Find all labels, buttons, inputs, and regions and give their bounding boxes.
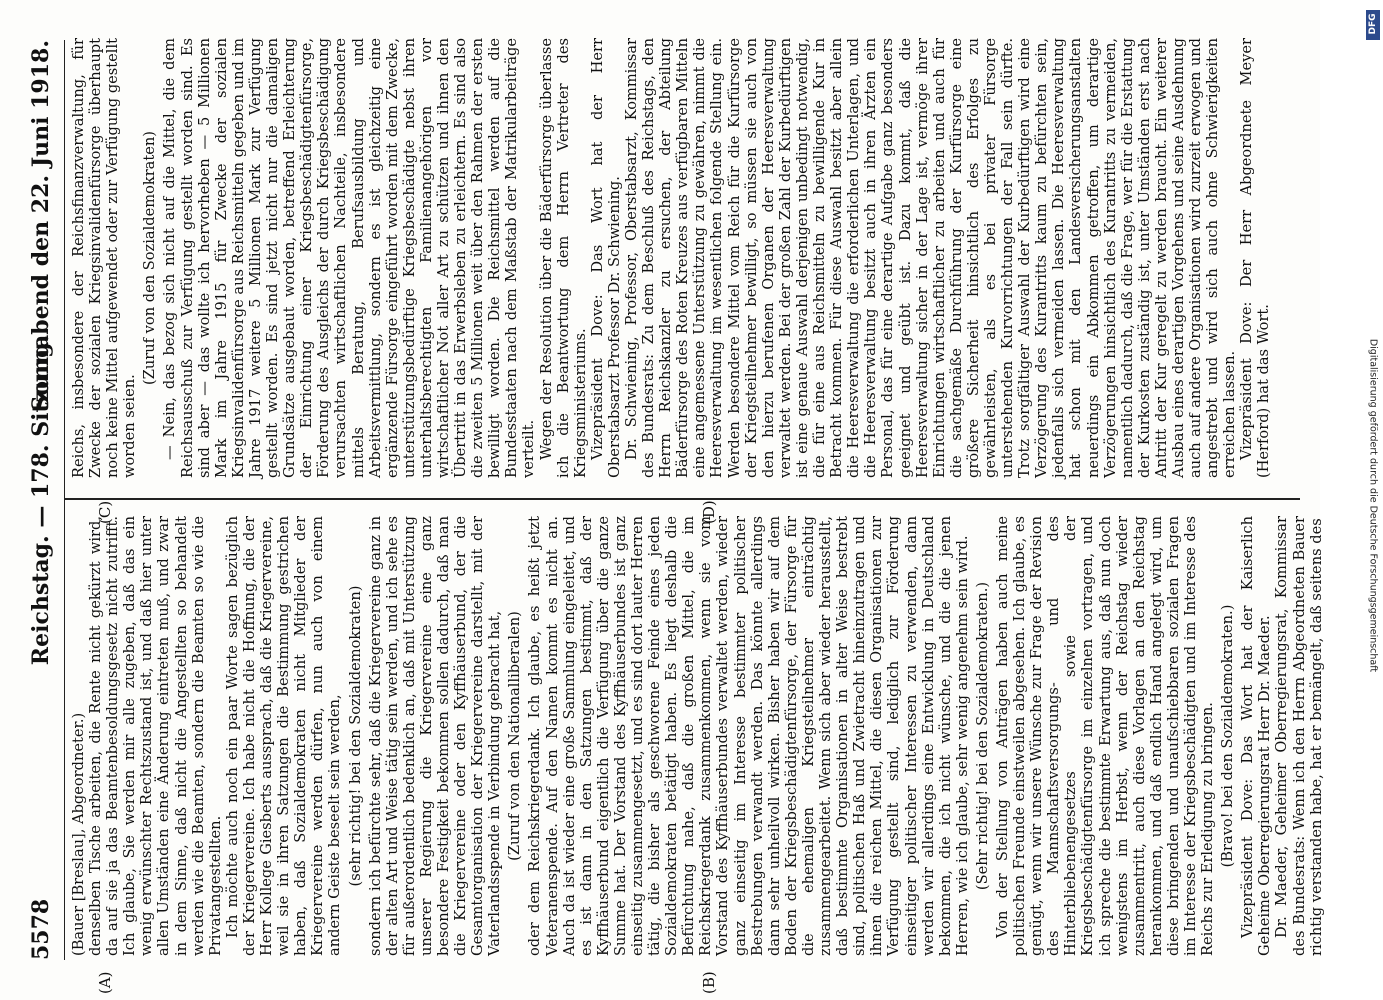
speaker-tag: (Bauer [Breslau], Abgeordneter.) — [70, 712, 87, 956]
paragraph: Vizepräsident Dove: Das Wort hat der Kaiserlich Geheime Oberregierungsrat Herr Dr. Maeder. — [1239, 516, 1274, 956]
interjection: (sehr richtig! bei den Sozialdemokraten) — [346, 585, 364, 887]
session-date: Sonnabend den 22. Juni 1918. — [28, 40, 54, 412]
margin-letter-c: (C) — [96, 500, 114, 524]
digitization-credit: Digitalisierung gefördert durch die Deutsche Forschungsgemeinschaft — [1367, 338, 1379, 673]
paragraph: Vizepräsident Dove: Der Herr Abgeordnete Meyer (Herford) hat das Wort. — [1238, 38, 1273, 478]
paragraph: Wegen der Resolution über die Bäderfürsorge überlasse ich die Beantwortung dem Herrn Vertreter des Kriegsministeriums. — [537, 38, 589, 478]
margin-letter-b: (B) — [700, 971, 718, 994]
paragraph: oder dem Reichskriegerdank. Ich glaube, es heißt jetzt Veteranenspende. Auf den Namen kommt es nicht an. Auch da ist wieder eine große Sammlung eingeleitet, und es ist dann in den Satzungen bestimmt, daß der Kyffhäuserbund eigentlich die Verfügung über die ganze Summe hat. Der Vorstand des Kyffhäuserbundes ist ganz einseitig zusammengesetzt, und es sind dort lauter Herren tätig, die bisher als geschworene Feinde eines jeden Sozialdemokraten betätigt haben. Es liegt deshalb die Befürchtung nahe, daß die großen Mittel, die im Reichskriegerdank zusammenkommen, wenn sie vom Vorstand des Kyffhäuserbundes verwaltet werden, wieder ganz einseitig im Interesse bestimmter politischer Bestrebungen verwandt werden. Das könnte allerdings dann sehr unheilvoll wirken. Bisher haben wir auf dem Boden der Kriegsbeschädigtenfürsorge, der Fürsorge für die ehemaligen Kriegsteilnehmer einträchtig zusammengearbeitet. Wenn sich aber wieder herausstellt, daß bestimmte Organisationen in alter Weise bestrebt sind, politischen Haß und Zwietracht hineinzutragen und ihnen die reichen Mittel, die diesen Organisationen zur Verfügung gestellt sind, lediglich zur Förderung einseitiger politischer Interessen zu verwenden, dann werden wir allerdings eine Entwicklung in Deutschland bekommen, die ich nicht wünsche, und die die jenen Herren, wie ich glaube, sehr wenig angenehm sein wird. — [526, 516, 971, 956]
margin-letter-d: (D) — [700, 500, 718, 524]
paragraph: Ich möchte auch noch ein paar Worte sagen bezüglich der Kriegervereine. Ich habe nicht die Hoffnung, die der Herr Kollege Giesberts aussprach, daß die Kriegervereine, weil sie in ihren Satzungen die Bestimmung gestrichen haben, daß Sozialdemokraten nicht Mitglieder der Kriegervereine werden dürfen, nun auch von einem andern Geiste beseelt sein werden, — [223, 516, 344, 956]
page-title: Reichstag. — 178. Sitzung. — [28, 334, 54, 666]
paragraph: Von der Stellung von Anträgen haben auch meine politischen Freunde einstweilen abgesehen. Ich glaube, es genügt, wenn wir unsere Wünsche zur Frage der Revision des Mannschaftsversorgungs- und des Hinterbliebenengesetzes sowie der Kriegsbeschädigtenfürsorge im einzelnen vortragen, und ich spreche die bestimmte Erwartung aus, daß nun doch wenigstens im Herbst, wenn der Reichstag wieder zusammentritt, auch diese Vorlagen an den Reichstag herankommen, und daß endlich Hand angelegt wird, um diese bringenden und unaufschiebbaren sozialen Fragen im Interesse der Kriegsbeschädigten und im Interesse des Reichs zur Erledigung zu bringen. — [993, 516, 1217, 956]
paragraph: — Nein, das bezog sich nicht auf die Mittel, die dem Reichsausschuß zur Verfügung gestellt worden sind. Es sind aber — das wollte ich hervorheben — 5 Millionen Mark im Jahre 1915 für Zwecke der sozialen Kriegsinvalidenfürsorge aus Reichsmitteln gegeben und im Jahre 1917 weitere 5 Millionen Mark zur Verfügung gestellt worden. Es sind jetzt nicht nur die damaligen Grundsätze ausgebaut worden, betreffend Erleichterung der Einrichtung einer Kriegsbeschädigtenfürsorge, Förderung des Ausgleichs der durch Kriegsbeschädigung verursachten wirtschaftlichen Nachteile, insbesondere mittels Beratung, Berufsausbildung und Arbeitsvermittlung, sondern es ist gleichzeitig eine ergänzende Fürsorge eingeführt worden mit dem Zwecke, unterstützungsbedürftige Kriegsbeschädigte nebst ihren unterhaltsberechtigten Familienangehörigen vor wirtschaftlicher Not aller Art zu schützen und ihnen den Übertritt in das Erwerbsleben zu erleichtern. Es sind also die zweiten 5 Millionen weit über den Rahmen der ersten bewilligt worden. Die Reichsmittel werden auf die Bundesstaaten nach dem Maßstab der Matrikularbeiträge verteilt. — [161, 38, 538, 478]
page-number: 5578 — [28, 898, 54, 960]
interjection: (Bravo! bei den Sozialdemokraten.) — [1219, 604, 1237, 868]
interjection: (Sehr richtig! bei den Sozialdemokraten.) — [973, 581, 991, 891]
interjection: (Zuruf von den Nationalliberalen) — [506, 611, 524, 861]
dfg-logo-icon — [1366, 10, 1380, 40]
paragraph: Dr. Maeder, Geheimer Oberregierungsrat, Kommissar des Bundesrats: Wenn ich den Herrn Abgeordneten Bauer richtig verstanden habe, hat er bemängelt, daß seitens des — [1273, 516, 1325, 956]
page-header — [20, 40, 65, 960]
right-column — [70, 38, 1273, 478]
paragraph: denselben Tische arbeiten, die Rente nicht gekürzt wird, da auf sie ja das Beamtenbesoldungsgesetz nicht zutrifft. Ich glaube, Sie werden mir alle zugeben, daß das ein wenig erwünschter Rechtszustand ist, und daß hier unter allen Umständen eine Änderung eintreten muß, und zwar in dem Sinne, daß nicht die Angestellten so behandelt werden wie die Beamten, sondern die Beamten so wie die Privatangestellten. — [87, 516, 224, 956]
left-column — [70, 516, 1325, 956]
paragraph: Dr. Schwiening, Professor, Oberstabsarzt, Kommissar des Bundesrats: Zu dem Beschluß des Reichstags, den Herrn Reichskanzler zu ersuchen, der Abteilung Bäderfürsorge des Roten Kreuzes aus verfügbaren Mitteln eine angemessene Unterstützung zu gewähren, nimmt die Heeresverwaltung im wesentlichen folgende Stellung ein. Werden besondere Mittel vom Reich für die Kurfürsorge der Kriegsteilnehmer bewilligt, so müssen sie auch von den hierzu berufenen Organen der Heeresverwaltung verwaltet werden. Bei der großen Zahl der Kurbedürftigen ist eine genaue Auswahl derjenigen unbedingt notwendig, die für eine aus Reichsmitteln zu bewilligende Kur in Betracht kommen. Für diese Auswahl besitzt aber allein die Heeresverwaltung die erforderlichen Unterlagen, und die Heeresverwaltung besitzt auch in ihren Ärzten ein Personal, das für eine derartige Aufgabe ganz besonders geeignet und geübt ist. Dazu kommt, daß die Heeresverwaltung sicher in der Lage ist, vermöge ihrer Einrichtungen wirtschaftlicher zu arbeiten und auch für die sachgemäße Durchführung der Kurfürsorge eine größere Sicherheit hinsichtlich des Erfolges zu gewährleisten, als es bei privater Fürsorge unterstehenden Kurvorrichtungen der Fall sein dürfte. Trotz sorgfältiger Auswahl der Kurbedürftigen wird eine Verzögerung des Kurantritts kaum zu befürchten sein, jedenfalls sich vermeiden lassen. Die Heeresverwaltung hat schon mit den Landesversicherungsanstalten neuerdings ein Abkommen getroffen, um derartige Verzögerungen hinsichtlich des Kurantritts zu vermeiden, namentlich dadurch, daß die Frage, wer für die Erstattung der Kurkosten zuständig ist, unter Umständen erst nach Antritt der Kur geregelt zu werden braucht. Ein weiterer Ausbau eines derartigen Vorgehens und seine Ausdehnung auch auf andere Organisationen wird zurzeit erwogen und angestrebt und wird sich auch ohne Schwierigkeiten erreichen lassen. — [623, 38, 1239, 478]
digitization-sidebar — [1365, 10, 1381, 990]
paragraph: Vizepräsident Dove: Das Wort hat der Herr Oberstabsarzt Professor Dr. Schwiening. — [588, 38, 623, 478]
margin-letter-a: (A) — [96, 971, 114, 994]
paragraph: Reichs, insbesondere der Reichsfinanzverwaltung, für Zwecke der sozialen Kriegsinvalidenfürsorge überhaupt noch keine Mittel aufgewendet oder zur Verfügung gestellt worden seien. — [70, 38, 139, 478]
interjection: (Zuruf von den Sozialdemokraten) — [141, 131, 159, 385]
column-divider — [64, 499, 1300, 501]
dfg-logo-text: DFG — [1368, 13, 1378, 35]
paragraph: sondern ich befürchte sehr, daß die Kriegervereine ganz in der alten Art und Weise tätig sein werden, und ich sehe es für außerordentlich bedenklich an, daß mit Unterstützung unserer Regierung die Kriegervereine eine ganz besondere Festigkeit bekommen sollen dadurch, daß man die Kriegervereine oder den Kyffhäuserbund, der die Gesamtorganisation der Kriegervereine darstellt, mit der Vaterlandsspende in Verbindung gebracht hat, — [366, 516, 504, 956]
